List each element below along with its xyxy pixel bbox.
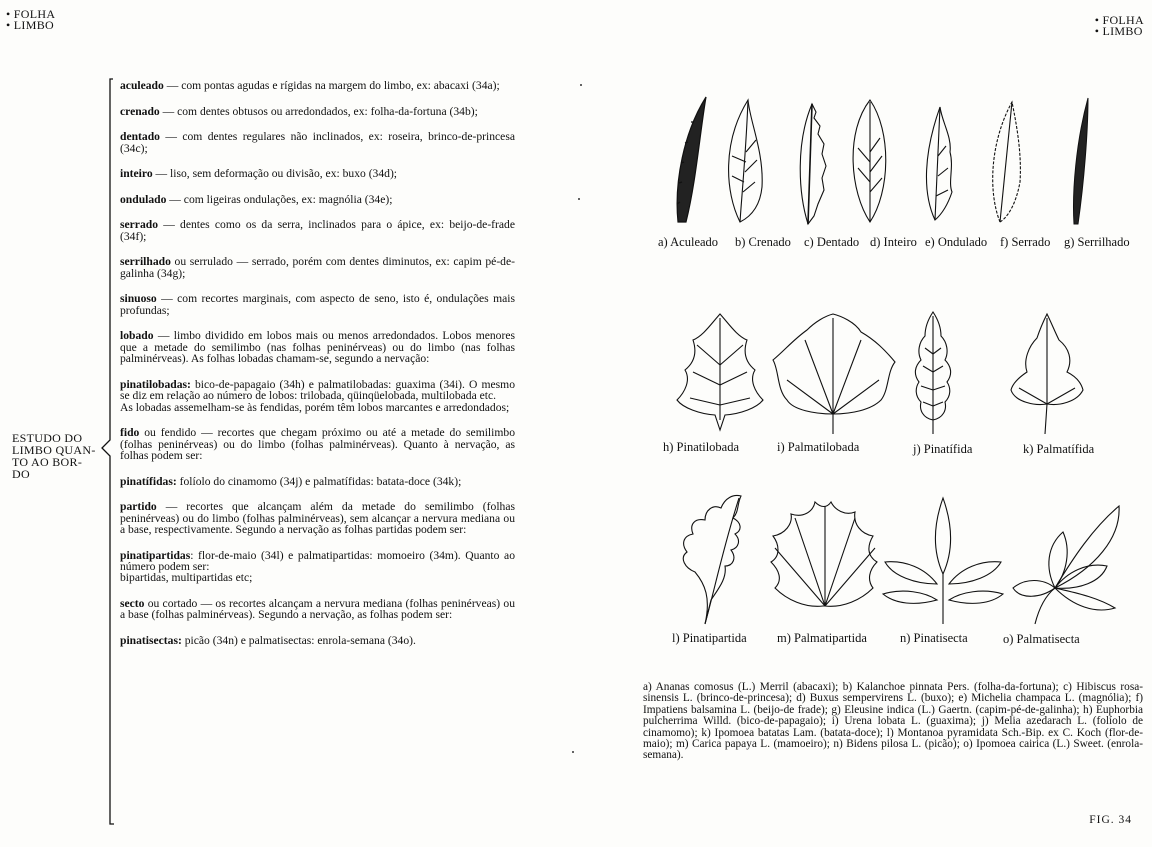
leaf-serrilhado-icon	[1074, 98, 1088, 224]
entry-text: — com pontas agudas e rígidas na margem do limbo, ex: abacaxi (34a);	[163, 79, 500, 92]
entry-pinatifidas	[120, 476, 515, 487]
figure-row-divisions	[675, 488, 1135, 628]
header-line-limbo: • LIMBO	[1094, 24, 1143, 38]
leaf-serrado-icon	[993, 102, 1021, 222]
entry-lobado	[120, 330, 515, 364]
entry-term: secto	[120, 597, 145, 610]
entry-text: — com dentes obtusos ou arredondados, ex: folha-da-fortuna (34b);	[159, 104, 478, 118]
entry-text: : flor-de-maio (34l) e palmatipartidas: momoeiro (34m). Quanto ao número podem ser:	[120, 548, 515, 573]
leaf-aculeado-icon	[677, 97, 706, 222]
entry-text: picão (34n) e palmatisectas: enrola-semana (34o).	[181, 634, 416, 647]
entry-partido	[120, 501, 515, 535]
leaf-pinatifida-icon	[915, 312, 950, 434]
entry-dentado	[120, 131, 515, 154]
right-header	[1095, 15, 1144, 37]
leaf-palmatilobada-icon	[773, 314, 895, 434]
leaf-inteiro-icon	[853, 100, 886, 222]
side-label	[12, 432, 96, 480]
caption-ondulado: e) Ondulado	[925, 235, 988, 249]
entry-term: partido	[120, 500, 157, 514]
figure-row-lobes	[675, 310, 1125, 435]
caption-serrado: f) Serrado	[1000, 235, 1051, 249]
leaf-pinatipartida-icon	[683, 496, 741, 625]
entry-text: ou fendido — recortes que chegam próximo ou até a metade do semilimbo (folhas peninérveas) ou do limbo (folhas palminérveas). Quanto à nervação, as folhas podem ser:	[120, 426, 515, 462]
right-page	[580, 0, 1152, 847]
entry-term: sinuoso	[120, 292, 157, 306]
entry-text: — dentes como os da serra, inclinados para o ápice, ex: beijo-de-frade (34f);	[120, 218, 515, 243]
entry-fido	[120, 427, 515, 461]
entry-serrilhado	[120, 256, 515, 279]
caption-serrilhado: g) Serrilhado	[1064, 235, 1130, 249]
entry-term: pinatilobadas:	[120, 377, 191, 391]
leaf-palmatisecta-icon	[1013, 506, 1119, 624]
leaf-pinatilobada-icon	[677, 314, 763, 430]
entry-text: — limbo dividido em lobos mais ou menos arredondados. Lobos menores que a metade do semilimbo (nas folhas peninérveas) ou do limbo (nas folhas palminérveas). As folhas lobadas chamam-se, segundo a nervação:	[120, 329, 515, 366]
leaf-palmatipartida-icon	[771, 502, 877, 606]
caption-crenado: b) Crenado	[735, 235, 791, 249]
entry-term: pinatífidas:	[120, 474, 177, 488]
entry-term: inteiro	[120, 167, 153, 181]
caption-pinatipartida: l) Pinatipartida	[672, 631, 747, 645]
caption-pinatifida: j) Pinatífida	[913, 442, 973, 456]
leaf-ondulado-icon	[926, 107, 952, 220]
figure-row-margins	[670, 92, 1120, 227]
caption-palmatisecta: o) Palmatisecta	[1003, 632, 1080, 646]
entry-pinatipartidas	[120, 550, 515, 584]
entry-text: — com recortes marginais, com aspecto de seno, isto é, ondulações mais profundas;	[120, 292, 515, 317]
leaf-pinatisecta-icon	[883, 498, 1003, 624]
entry-sinuoso	[120, 293, 515, 316]
entry-term: ondulado	[120, 192, 167, 206]
entry-term: aculeado	[120, 79, 164, 92]
entry-text: — recortes que alcançam além da metade do semilimbo (folhas peninérveas) ou do limbo (folhas palminérveas), sem alcançar a nervura mediana ou a base, respectivamente. Segundo a nervação as folhas partidas podem ser:	[120, 500, 515, 536]
caption-palmatilobada: i) Palmatilobada	[777, 440, 860, 454]
caption-palmatifida: k) Palmatífida	[1023, 442, 1095, 456]
figure-number: FIG. 34	[1089, 814, 1132, 826]
definitions-list	[120, 80, 515, 661]
entry-crenado	[120, 106, 515, 117]
entry-text: — liso, sem deformação ou divisão, ex: buxo (34d);	[152, 167, 398, 181]
header-line-limbo: • LIMBO	[6, 18, 54, 32]
caption-palmatipartida: m) Palmatipartida	[777, 631, 867, 645]
leaf-crenado-icon	[729, 100, 763, 222]
entry-pinatilobadas	[120, 379, 515, 413]
entry-term: serrado	[120, 218, 158, 232]
species-legend: a) Ananas comosus (L.) Merril (abacaxi); b) Kalanchoe pinnata Pers. (folha-da-fortuna); c) Hibiscus rosa-sinensis L. (brinco-de-princesa); d) Buxus sempervirens L. (buxo); e) Michelia champaca L. (magnólia); f) Impatiens balsamina L. (beijo-de frade); g) Eleusine indica (L.) Gaertn. (capim-pé-de-galinha); h) Euphorbia pulcherrima Willd. (bico-de-papagaio); i) Urena lobata L. (guaxima); j) Melia azedarach L. (folíolo de cinamomo); k) Ipomoea batatas Lam. (batata-doce); l) Montanoa pyramidata Sch.-Bip. ex C. Koch (flor-de-maio); m) Carica papaya L. (mamoeiro); n) Bidens pilosa L. (picão); o) Ipomoea cairica (L.) Sweet. (enrola-semana).	[643, 681, 1143, 762]
entry-text: ou serrulado — serrado, porém com dentes diminutos, ex: capim pé-de-galinha (34g);	[120, 255, 515, 280]
entry-text: — com dentes regulares não inclinados, ex: roseira, brinco-de-princesa (34c);	[120, 130, 515, 155]
entry-text: bico-de-papagaio (34h) e palmatilobadas: guaxima (34i). O mesmo se diz em relação ao número de lobos: trilobada, qüinqüelobada, multilobada etc.	[120, 377, 515, 403]
caption-inteiro: d) Inteiro	[870, 235, 917, 249]
left-header	[6, 9, 55, 31]
entry-term: lobado	[120, 329, 154, 343]
entry-aculeado	[120, 80, 515, 91]
entry-text: folíolo do cinamomo (34j) e palmatífidas: batata-doce (34k);	[176, 474, 462, 488]
entry-inteiro	[120, 168, 515, 179]
entry-term: serrilhado	[120, 255, 171, 269]
curly-bracket	[100, 78, 114, 830]
entry-term: pinatisectas:	[120, 634, 182, 647]
entry-serrado	[120, 219, 515, 242]
entry-pinatisectas	[120, 635, 515, 646]
entry-term: fido	[120, 426, 140, 440]
entry-term: crenado	[120, 104, 160, 118]
side-label-line: DO	[12, 467, 30, 481]
side-label-line: ESTUDO DO	[12, 431, 83, 445]
caption-aculeado: a) Aculeado	[658, 235, 719, 249]
entry-extra: bipartidas, multipartidas etc;	[120, 571, 253, 585]
entry-term: pinatipartidas	[120, 548, 191, 562]
entry-text: ou cortado — os recortes alcançam a nervura mediana (folhas peninérveas) ou a base (folhas palminérveas). Segundo a nervação, as folhas podem ser:	[120, 597, 515, 622]
entry-ondulado	[120, 194, 515, 205]
entry-term: dentado	[120, 130, 160, 144]
scan-speck	[572, 751, 574, 753]
leaf-dentado-icon	[800, 104, 826, 224]
side-label-line: TO AO BOR-	[12, 455, 83, 469]
header-line-folha: • FOLHA	[6, 7, 56, 21]
caption-pinatisecta: n) Pinatisecta	[900, 631, 968, 645]
entry-secto	[120, 598, 515, 621]
entry-text: — com ligeiras ondulações, ex: magnólia (34e);	[166, 192, 393, 206]
side-label-line: LIMBO QUAN-	[12, 443, 96, 457]
caption-pinatilobada: h) Pinatilobada	[663, 440, 740, 454]
leaf-palmatifida-icon	[1011, 314, 1083, 434]
caption-dentado: c) Dentado	[804, 235, 860, 249]
entry-extra: As lobadas assemelham-se às fendidas, porém têm lobos marcantes e arredondados;	[120, 400, 510, 414]
header-line-folha: • FOLHA	[1094, 13, 1144, 27]
